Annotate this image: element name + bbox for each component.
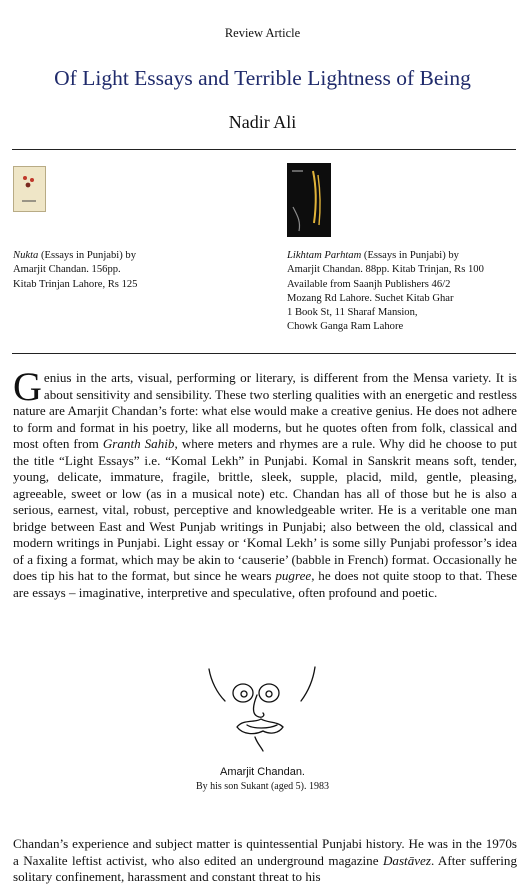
book-cover-nukta-art <box>14 167 45 211</box>
book-cover-likhtam-art <box>287 163 331 237</box>
book-detail-line: Mozang Rd Lahore. Suchet Kitab Ghar <box>287 292 454 304</box>
emphasis-text: Dastāvez <box>382 852 431 868</box>
emphasis-text: pugree <box>275 568 312 583</box>
paragraph-text: , he does not quite stoop to that. These are essays – imaginative, interpretive and speculative, often profound and poetic. <box>13 568 517 600</box>
book-detail-line: Amarjit Chandan. 156pp. <box>13 264 121 276</box>
book-detail-line: Amarjit Chandan. 88pp. Kitab Trinjan, Rs 100 <box>287 264 484 276</box>
figure-credit: By his son Sukant (aged 5). 1983 <box>195 781 330 792</box>
article-kicker: Review Article <box>224 26 301 40</box>
book-detail-line: Kitab Trinjan Lahore, Rs 125 <box>13 278 138 290</box>
emphasis-text: Granth Sahib <box>102 436 175 451</box>
article-author: Nadir Ali <box>228 112 297 132</box>
book-title: Likhtam Parhtam <box>287 250 362 261</box>
top-divider <box>12 149 516 150</box>
book-detail-line: Available from Saanjh Publishers 46/2 <box>287 278 451 290</box>
article-title: Of Light Essays and Terrible Lightness of Being <box>54 66 471 90</box>
body-paragraph-2 <box>13 836 517 886</box>
book-detail-line: 1 Book St, 11 Sharaf Mansion, <box>287 307 418 319</box>
book-cover-likhtam-parhtam <box>287 163 331 237</box>
paragraph-text: . After suffering solitary confinement, harassment and constant threat to his <box>13 852 517 884</box>
book-title-line <box>13 249 243 263</box>
book-title-line <box>287 249 522 263</box>
book-title: Nukta <box>13 250 39 261</box>
paragraph-text: enius in the arts, visual, performing or literary, is different from the Mensa variety. It is about sensitivity and sensibility. These two sterling qualities with an energetic and restless nature are Amarjit Chandan’s forte: what else would make a creative genius. He does not adhere to form and format in his poetry, like all moderns, but he quotes often from folk, classical and most often from <box>13 370 517 451</box>
book-detail-line: Chowk Ganga Ram Lahore <box>287 321 404 333</box>
body-paragraph-1 <box>13 364 517 601</box>
paragraph-text: , where meters and rhymes are a rule. Why did he choose to put the title “Light Essays” i.e. “Komal Lekh” in Punjabi. Komal in Sanskrit means soft, tender, young, delicate, immature, fragile, brittle, sleek, supple, placid, mild, gentle, pleasing, agreeable, sweet or low (as in a musical note) etc. Chandan has all of those but he is also a serious, earnest, vital, robust, perceptive and knowledgeable writer. He is a veritable one man bridge between East and West Punjab writings in Punjabi; also between the old, classical and modern writings in Punjabi. Light essay or ‘Komal Lekh’ is some silly Punjabi professor’s idea of a fixing a format, which may be akin to ‘causerie’ (babble in French) format. Occasionally he does tip his hat to the format, but since he wears <box>13 436 517 583</box>
book-desc: (Essays in Punjabi) by <box>361 250 459 261</box>
section-divider <box>12 353 516 354</box>
paragraph-text: Chandan’s experience and subject matter is quintessential Punjabi history. He was in the 1970s a Naxalite leftist activist, who also edited an underground magazine <box>13 836 517 868</box>
book-info-nukta <box>13 249 243 292</box>
book-cover-nukta <box>13 166 46 212</box>
portrait-sketch <box>203 663 321 753</box>
drop-cap: G <box>13 364 42 409</box>
book-info-likhtam-parhtam <box>287 249 522 335</box>
figure-caption: Amarjit Chandan. <box>220 766 305 778</box>
book-desc: (Essays in Punjabi) by <box>38 250 137 261</box>
